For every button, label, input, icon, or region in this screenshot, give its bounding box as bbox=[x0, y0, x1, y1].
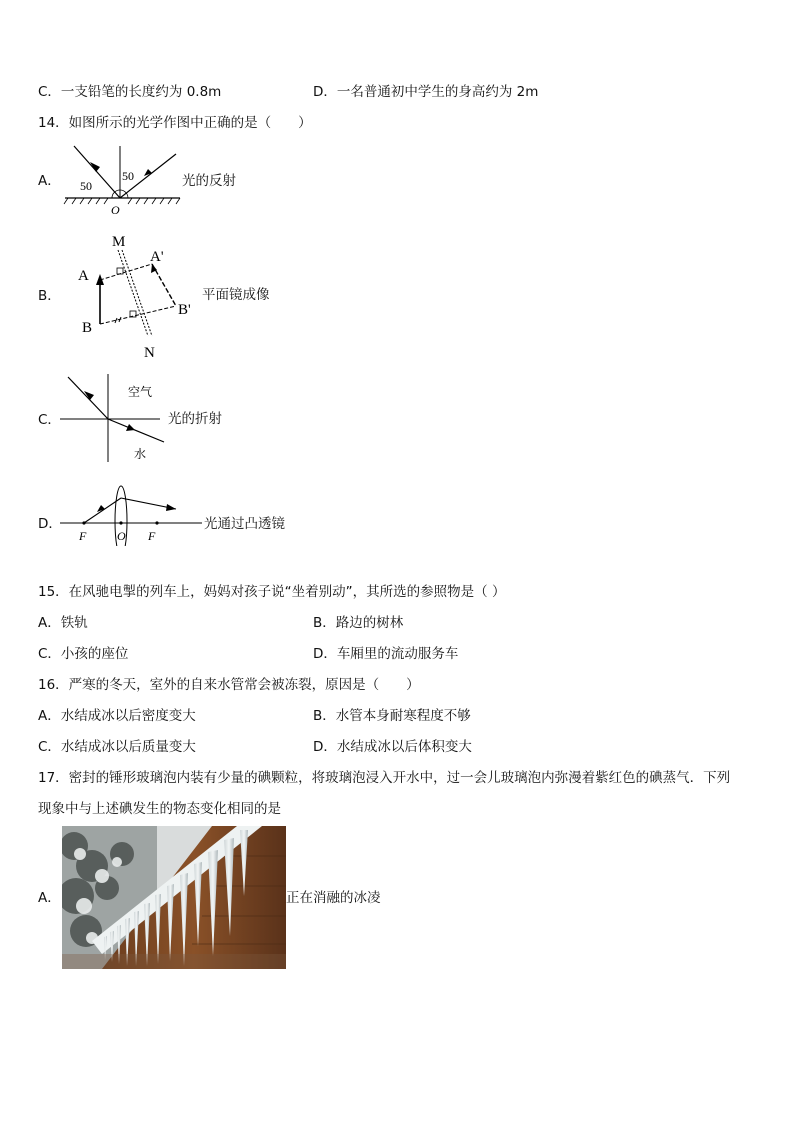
object-b-label: B bbox=[82, 320, 93, 336]
q17-stem-line-2: 现象中与上述碘发生的物态变化相同的是 bbox=[38, 801, 281, 817]
angle-label-left: 50 bbox=[80, 179, 92, 193]
q16-option-a: A．水结成冰以后密度变大 bbox=[38, 708, 196, 724]
q14-option-a-caption: 光的反射 bbox=[182, 173, 236, 189]
icicles-photo bbox=[62, 826, 286, 969]
q15-option-b: B．路边的树林 bbox=[313, 615, 404, 631]
q16-option-d: D．水结成冰以后体积变大 bbox=[313, 739, 472, 755]
mirror-n-label: N bbox=[144, 345, 155, 360]
q14-option-a-letter: A． bbox=[38, 173, 61, 189]
q14-option-b-letter: B． bbox=[38, 288, 61, 304]
focal-point-left-label: F bbox=[79, 529, 87, 543]
mirror-m-label: M bbox=[112, 234, 126, 250]
image-b-prime-label: B' bbox=[178, 302, 191, 318]
q17-stem-line-1: 17．密封的锤形玻璃泡内装有少量的碘颗粒，将玻璃泡浸入开水中，过一会儿玻璃泡内弥漫着紫红色的碘蒸气．下列 bbox=[38, 770, 731, 786]
q16-option-b: B．水管本身耐寒程度不够 bbox=[313, 708, 471, 724]
q15-option-c: C．小孩的座位 bbox=[38, 646, 129, 662]
q14-option-b-caption: 平面镜成像 bbox=[202, 287, 270, 303]
q14-stem: 14．如图所示的光学作图中正确的是（ ） bbox=[38, 115, 312, 131]
water-label: 水 bbox=[134, 447, 147, 461]
q15-option-a: A．铁轨 bbox=[38, 615, 88, 631]
focal-point-right-label: F bbox=[148, 529, 156, 543]
convex-lens-diagram bbox=[60, 484, 205, 546]
point-o-label: O bbox=[111, 203, 120, 217]
q14-option-c-caption: 光的折射 bbox=[168, 411, 222, 427]
q14-option-d-caption: 光通过凸透镜 bbox=[204, 516, 285, 532]
reflection-diagram bbox=[60, 140, 185, 218]
air-label: 空气 bbox=[128, 385, 153, 399]
q17-option-a-letter: A． bbox=[38, 890, 61, 906]
q14-option-d-letter: D． bbox=[38, 516, 62, 532]
q15-option-d: D．车厢里的流动服务车 bbox=[313, 646, 459, 662]
image-a-prime-label: A' bbox=[150, 249, 164, 265]
angle-label-right: 50 bbox=[122, 169, 134, 183]
q16-option-c: C．水结成冰以后质量变大 bbox=[38, 739, 196, 755]
q13-option-d: D．一名普通初中学生的身高约为 2m bbox=[313, 84, 539, 100]
q15-stem: 15．在风驰电掣的列车上，妈妈对孩子说“坐着别动”，其所选的参照物是（ ） bbox=[38, 584, 506, 600]
q14-option-c-letter: C． bbox=[38, 412, 61, 428]
q16-stem: 16．严寒的冬天，室外的自来水管常会被冻裂，原因是（ ） bbox=[38, 677, 420, 693]
optical-center-label: O bbox=[117, 529, 126, 543]
q13-option-c: C．一支铅笔的长度约为 0.8m bbox=[38, 84, 222, 100]
object-a-label: A bbox=[78, 268, 89, 284]
refraction-diagram bbox=[60, 372, 168, 464]
q17-option-a-caption: 正在消融的冰凌 bbox=[286, 890, 381, 906]
plane-mirror-diagram bbox=[72, 228, 202, 360]
